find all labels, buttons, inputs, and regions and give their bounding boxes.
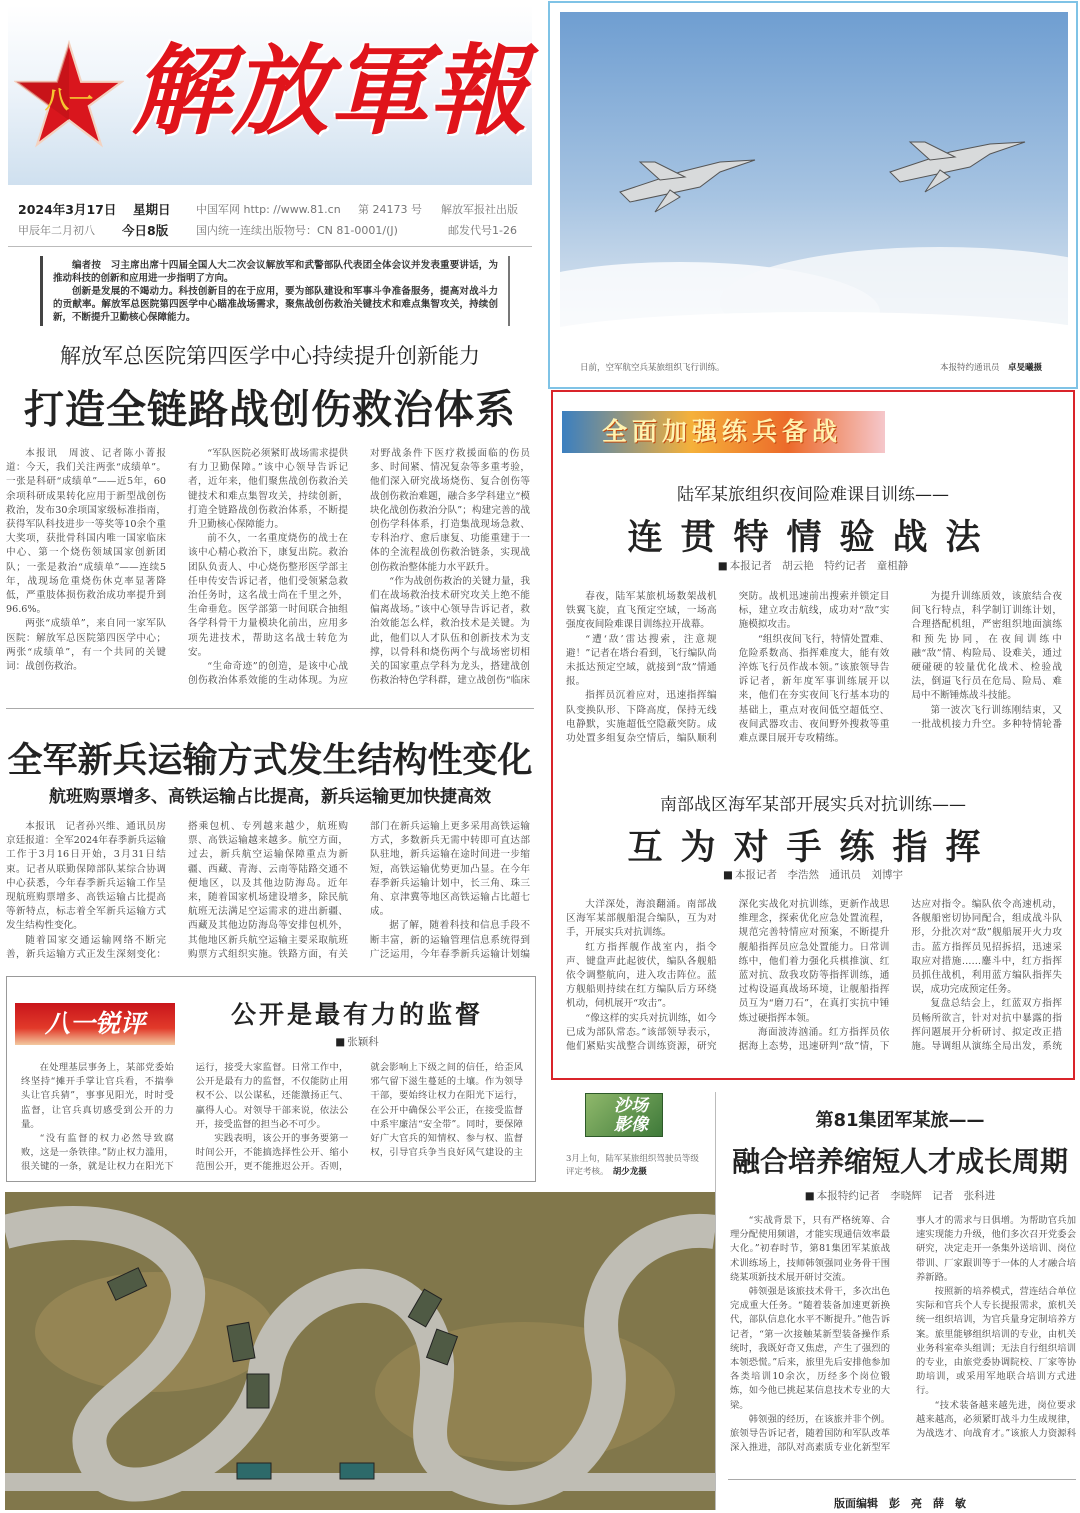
paragraph: 春夜，陆军某旅机场数架战机铁翼飞旋，直飞预定空域，一场高强度夜间险难课目训练拉开战幕。	[566, 591, 717, 631]
article2-subtitle: 航班购票增多、高铁运输占比提高，新兵运输更加快捷高效	[49, 787, 491, 807]
info-bar	[18, 200, 528, 242]
commentary-author: ■ 张颖科	[187, 1034, 527, 1049]
weekday: 星期日	[133, 202, 171, 217]
issue-number: 第 24173 号	[358, 203, 422, 216]
paragraph: “作为战创伤救治的关键力量，我们在战场救治技术研究攻关上绝不能偏离战场。”该中心领导告诉记者，救治效能怎么样，救治技术是关键。为此，他们以人才队伍和创新技术为支撑，以骨科和烧伤两个与战场密切相关的国家重点学科为龙头，搭建战创伤救治特色学科群，建立战创伤“临床	[370, 575, 530, 687]
feature-banner: 全面加强练兵备战	[562, 411, 885, 453]
field-photo-caption	[566, 1153, 706, 1179]
article1-body	[6, 447, 530, 695]
page-count: 今日8版	[122, 223, 169, 238]
story1-body	[566, 590, 1062, 760]
paragraph: “遭‘敌’雷达搜索，注意规避！”记者在塔台看到，飞行编队尚未抵达预定空域，就接到“敌”情通报。	[566, 633, 717, 688]
story2-byline: ■ 本报记者 李浩然 通讯员 刘博宇	[551, 867, 1075, 882]
top-photo-credit	[940, 361, 1042, 373]
column-divider	[715, 1092, 716, 1510]
commentary-logo: 八一锐评	[15, 1003, 175, 1045]
aerial-road-photo	[5, 1192, 715, 1510]
paragraph: 两张“成绩单”，来自同一家军队医院：解放军总医院第四医学中心；两张“成绩单”，有一个共同的关键词：战创伤救治。	[6, 618, 166, 673]
photo-credit: 胡少龙摄	[612, 1167, 647, 1177]
credit-prefix: 本报特约通讯员	[940, 363, 1000, 373]
page-editors: 版面编辑 彭 亮 薛 敏	[834, 1497, 966, 1510]
paragraph: 韩领强是该旅技术骨干，多次出色完成重大任务。“随着装备加速更新换代，部队信息化水平不断提升。”他告诉记者，“第一次接触某新型装备操作系统时，我既好奇又焦虑，产生了强烈的本领恐慌。”后来，旅里先后安排他参加各类培训10余次，历经多个岗位锻炼，如今他已挑起某信息技术专业的大梁。	[730, 1286, 890, 1411]
lunar-date: 甲辰年二月初八	[18, 224, 95, 237]
paragraph: 本报讯 周波、记者陈小菁报道：今天，我们关注两张“成绩单”。一张是科研“成绩单”——近5年，60余项科研成果转化应用于新型战创伤救治，发布30余项国家级标准指南，获得军队科技进步一等奖等10余个重大奖项，获批骨科国内唯一国家临床中心、第一个烧伤领域国家创新团队；一张是救治“成绩单”——连续5年，战现场危重烧伤休克率显著降低，严重肢体损伤救治成功率提升到96.6%。	[6, 448, 166, 616]
article2-body	[6, 820, 530, 966]
editor-note-p2: 创新是发展的不竭动力。科技创新目的在于应用，要为部队建设和军事斗争准备服务，提高对战斗力的贡献率。解放军总医院第四医学中心瞄准战场需求，聚焦战创伤救治关键技术和难点集智攻关，持续创新，不断提升卫勤核心保障能力。	[53, 286, 498, 323]
star-text: 八一	[44, 85, 94, 115]
story1-title: 连贯特情验战法	[627, 518, 999, 558]
paragraph: 据了解，随着科技和信息手段不断丰富，新的运输管理信息系统得到广泛运用，今年春季新兵运输计划编	[370, 920, 530, 960]
story1-byline: ■ 本报记者 胡云艳 特约记者 童柤静	[551, 558, 1075, 573]
editor-note	[40, 256, 510, 326]
article3-byline: ■ 本报特约记者 李晓辉 记者 张科进	[720, 1188, 1080, 1203]
story2-kicker: 南部战区海军某部开展实兵对抗训练——	[660, 795, 966, 815]
paragraph: “组织夜间飞行，特情处置难、危险系数高、指挥难度大，能有效淬炼飞行员作战本领。”该旅领导告诉记者，新年度军事训练展开以来，他们在夯实夜间飞行基本功的基础上，重点对夜间低空超低空、夜间武器攻击、夜间野外搜救等重难点课目展开专攻精练。	[738, 633, 890, 745]
article3-body	[730, 1214, 1076, 1466]
paragraph: 本报讯 记者孙兴维、通讯员房京廷报道：全军2024年春季新兵运输工作于3月16日开始，3月31日结束。记者从联勤保障部队某综合协调中心获悉，今年春季新兵运输工作呈现航班购票增多、高铁运输占比提高等新特点，标志着全军新兵运输方式发生结构性变化。	[6, 821, 166, 932]
editor-note-p1: 编者按 习主席出席十四届全国人大二次会议解放军和武警部队代表团全体会议并发表重要讲话，为推动科技的创新和应用进一步指明了方向。	[53, 260, 498, 284]
field-photo-logo: 沙场影像	[585, 1093, 663, 1137]
masthead-title: 解放軍報	[132, 34, 529, 149]
paragraph: 韩领强的经历，在该旅并非个例。旅领导告诉记者，随着国防和军队改革深入推进，部队对高素质专业化新型军事人才的需求与日俱增。为帮助官兵加速实现能力升级，他们多次召开党委会研究，决定走开一条集外送培训、岗位带训、厂家跟训等于一体的人才融合培养新路。	[730, 1215, 1076, 1454]
paragraph: 实践表明，该公开的事务要第一时间公开，不能搞选择性公开、缩小范围公开，更不能推迟公开。否则，就会影响上下级之间的信任，给歪风邪气留下滋生蔓延的土壤。作为领导干部，要始终让权力在阳光下运行，在公开中确保公平公正，在接受监督中系牢廉洁“安全带”。同时，要保障好广大官兵的知情权、参与权、监督权，引导官兵争当良好风气建设的主	[195, 1062, 523, 1173]
paragraph: 第一波次飞行训练刚结束，又一批战机接力升空。多种特情轮番	[911, 704, 1062, 730]
divider	[8, 246, 532, 247]
paragraph: 按照新的培养模式，营连结合单位实际和官兵个人专长提报需求，旅机关统一组织培训，为官兵量身定制培养方案。旅里能够组织培训的专业，由机关业务科室牵头组训；无法自行组织培训的专业，由旅党委协调院校、厂家等协助培训，或采用军地联合培训方式进行。	[916, 1286, 1076, 1397]
website: 中国军网 http: //www.81.cn	[196, 203, 341, 216]
article1-title: 打造全链路战创伤救治体系	[24, 387, 516, 433]
publisher: 解放军报社出版	[441, 203, 518, 216]
paragraph: 大洋深处，海浪翻涌。南部战区海军某部舰船混合编队，互为对手，开展实兵对抗训练。	[566, 899, 717, 939]
article1-kicker: 解放军总医院第四医学中心持续提升创新能力	[60, 344, 480, 368]
article3-kicker: 第81集团军某旅——	[815, 1110, 985, 1131]
paragraph: 红方指挥舰作战室内，指令声、键盘声此起彼伏，编队各舰船依令调整航向，进入攻击阵位。蓝方舰船则持续在红方编队后方环绕机动，伺机展开“攻击”。	[566, 941, 717, 1010]
story2-body	[566, 898, 1062, 1068]
paragraph: “生命奇迹”的创造，是该中心战创伤救治体系效能的生动体现。为应对野战条件下医疗救援面临的伤员多、时间紧、情况复杂等多重考验，他们深入研究战场烧伤、复合创伤等战创伤救治难题，融合多学科建立“模块化战创伤救治分队”；构建完善的战创伤学科体系，打造集战现场急救、专科治疗、愈后康复、功能重建于一体的全流程战创伤救治链条，实现战创伤救治整体能力水平跃升。	[188, 448, 530, 687]
paragraph: 前不久，一名重度烧伤的战士在该中心精心救治下，康复出院。救治团队负责人、中心烧伤整形医学部主任申传安告诉记者，他们受领紧急救治任务时，这名战士尚在千里之外，生命垂危。医学部第一时间联合抽组各学科骨干力量模块化前出，应用多项先进技术，帮助这名战士转危为安。	[188, 533, 348, 658]
credit-name: 卓旻曦摄	[1008, 363, 1043, 373]
cn-number: 国内统一连续出版物号：CN 81-0001/(J)	[196, 224, 398, 237]
paragraph: 随着国家交通运输网络不断完善，新兵运输方式正发生深刻变化：搭乘包机、专列越来越少，航班购票、高铁运输越来越多。航空方面，过去，新兵航空运输保障重点为新疆、西藏、青海、云南等陆路交通不便地区，以及其他边防海岛。近年来，随着国家机场建设增多，除民航航班无法满足空运需求的进出新疆、西藏及其他边防海岛等安排包机外，其他地区新兵航空运输主要采取航班购票方式组织实施。铁路方面，有关部门在新兵运输上更多采用高铁运输方式，多数新兵无需中转即可直达部队驻地，新兵运输在途时间进一步缩短，高铁运输优势更加凸显。在今年春季新兵运输计划中，长三角、珠三角、京津冀等地区高铁运输占比超七成。	[6, 821, 530, 960]
paragraph: “像这样的实兵对抗训练，如今已成为部队常态。”该部领导表示，他们紧贴实战整合训练资源，研究深化实战化对抗训练，更新作战思维理念，探索优化应急处置流程，规范完善特情应对预案，不断提升舰船指挥员应急处置能力。日常训练中，他们着力强化兵棋推演、红蓝对抗、敌我攻防等指挥训练，通过构设逼真战场环境，让舰船指挥员互为“磨刀石”，在真打实抗中锤炼过硬指挥本领。	[566, 899, 890, 1053]
paragraph: “实战背景下，只有严格统筹、合理分配使用频谱，才能实现通信效率最大化。”初春时节，第81集团军某旅战术训练场上，技师韩领强同业务骨干围绕某项新技术展开研讨交流。	[730, 1215, 890, 1283]
paragraph: 海面波涛汹涌。红方指挥员依据海上态势，迅速研判“敌”情，下达应对指令。编队依令高速机动，各舰船密切协同配合，组成战斗队形，分批次对“敌”舰船展开火力攻击。蓝方指挥员见招拆招，迅速采取应对措施……鏖斗中，红方指挥员抓住战机，利用蓝方编队指挥失误，成功完成预定任务。	[738, 899, 1062, 1053]
paragraph: 指挥员沉着应对，迅速指挥编队变换队形、下降高度，保持无线电静默，实施超低空隐蔽突防。成功处置多组复杂空情后，编队顺利突防。战机迅速前出搜索并锁定目标，建立攻击航线，成功对“敌”实施模拟攻击。	[566, 591, 890, 745]
commentary-box	[6, 976, 536, 1182]
divider	[6, 708, 534, 709]
caption-text: 3月上旬，陆军某旅组织驾驶员等级评定考核。	[566, 1154, 699, 1177]
date: 2024年3月17日	[18, 202, 117, 217]
paragraph: “没有监督的权力必然导致腐败，这是一条铁律。”防止权力滥用，很关键的一条，就是让权力在阳光下运行，接受大家监督。日常工作中，公开是最有力的监督，不仅能防止用权不公、以公谋私，还能激扬正气、赢得人心。对领导干部来说，依法公开，接受监督的担当必不可少。	[21, 1062, 349, 1173]
red-star-emblem-icon	[14, 40, 124, 150]
postal-code: 邮发代号1-26	[448, 224, 517, 237]
top-photo-caption: 日前，空军航空兵某旅组织飞行训练。	[580, 363, 725, 373]
paragraph: 在处理基层事务上，某部党委始终坚持“摊开手掌让官兵看，不揣拳头让官兵猜”，事事见阳光，时时受监督，让官兵真切感受到公开的力量。	[21, 1062, 174, 1130]
article2-title: 全军新兵运输方式发生结构性变化	[7, 741, 533, 781]
paragraph: “军队医院必须紧盯战场需求提供有力卫勤保障。”该中心领导告诉记者，近年来，他们聚焦战创伤救治关键技术和难点集智攻关，持续创新，打造全链路战创伤救治体系，不断提升卫勤核心保障能力。	[188, 448, 348, 531]
article3-title: 融合培养缩短人才成长周期	[731, 1145, 1068, 1178]
jets-photo	[560, 12, 1068, 350]
story2-title: 互为对手练指挥	[627, 828, 999, 868]
commentary-title: 公开是最有力的监督	[230, 1000, 483, 1029]
story1-kicker: 陆军某旅组织夜间险难课目训练——	[677, 485, 949, 505]
paragraph: 为提升训练质效，该旅结合夜间飞行特点，科学制订训练计划，合理搭配机组，严密组织地面演练和预先协同，在夜间训练中融“敌”情、构险局、设难关，通过硬碰硬的较量优化战术、检验战法，倒逼飞行员在危局、险局、难局中不断锤炼战斗技能。	[911, 591, 1062, 702]
paragraph: 复盘总结会上，红蓝双方指挥员畅所欲言，针对对抗中暴露的指挥问题展开分析研讨、拟定改正措施。导调组从演练全局出发，系统	[911, 998, 1062, 1053]
commentary-body	[21, 1061, 523, 1176]
divider	[728, 1479, 1076, 1480]
paragraph: “技术装备越来越先进，岗位要求越来越高，必须紧盯战斗力生成规律，为战选才、向战育才。”该旅人力资源科	[916, 1399, 1076, 1440]
